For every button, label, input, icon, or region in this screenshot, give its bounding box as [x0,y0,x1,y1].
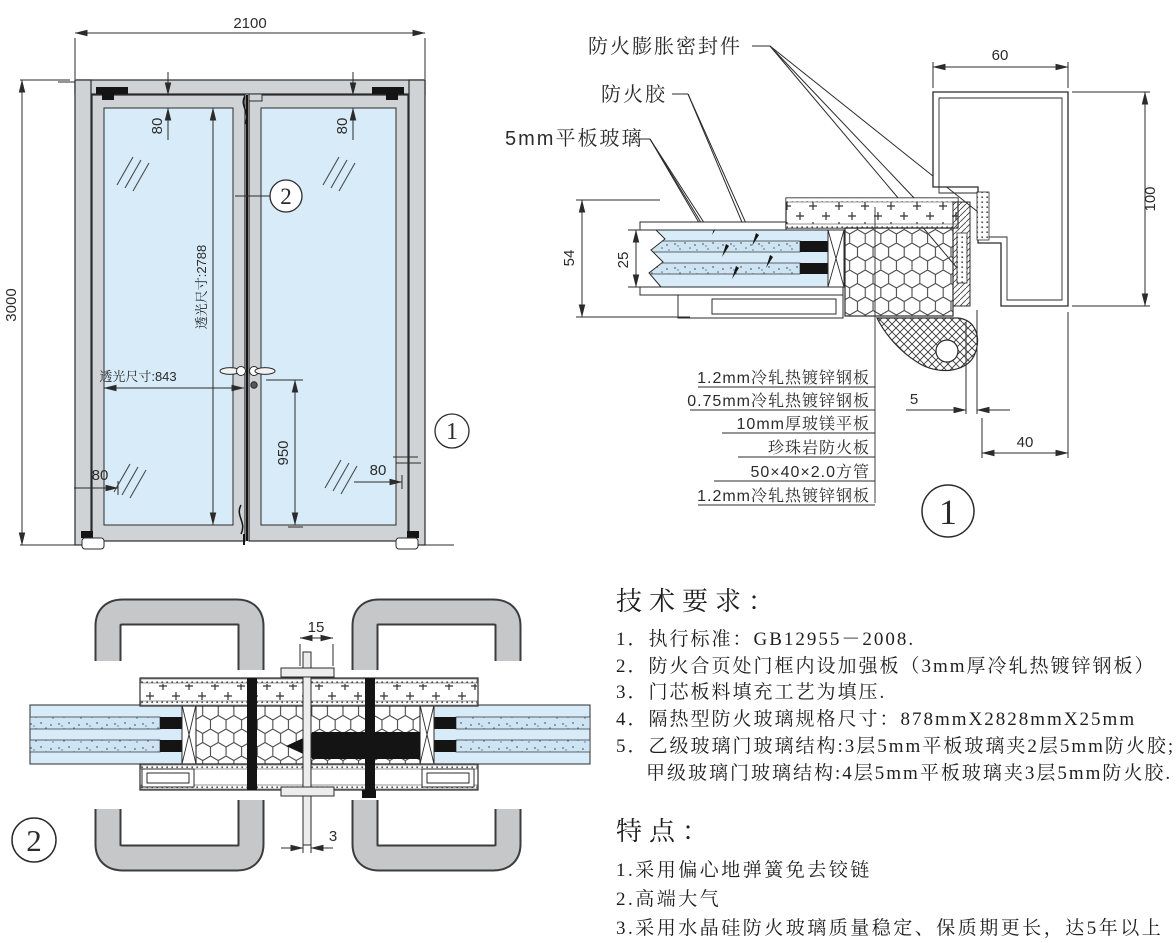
tech-item-5b: 甲级玻璃门玻璃结构:4层5mm平板玻璃夹3层5mm防火胶. [646,762,1173,784]
tech-requirements-title: 技术要求： [616,587,782,616]
pull-handle-bottom-left [108,800,251,858]
dim-door-height: 3000 [3,288,20,322]
tech-item-1: 1．执行标准：GB12955－2008. [616,629,916,650]
dim-glass-width: 透光尺寸:843 [99,369,177,384]
features-title: 特点： [616,817,716,847]
dim-astragal-overlap: 15 [307,619,325,636]
glass-left [30,705,196,764]
label-fire-glue: 防火胶 [601,84,667,106]
material-steel-1: 1.2mm冷轧热镀锌钢板 [697,370,870,387]
material-square-tube: 50×40×2.0方管 [750,464,870,481]
seal-bulb [877,318,977,371]
glass-panel-left [104,108,233,525]
keyhole-icon [251,382,257,388]
svg-text:1: 1 [446,419,458,445]
dim-rail-bottom-left: 80 [91,467,109,484]
handle-bolt-left [247,678,257,790]
material-steel-2: 0.75mm冷轧热镀锌钢板 [687,393,870,410]
feature-item-1: 1.采用偏心地弹簧免去铰链 [616,860,872,882]
pull-handle-bottom-right [365,800,508,858]
edge-spacer [800,263,828,274]
astragal-cap-bottom [281,787,334,796]
dim-handle-height: 950 [275,440,292,466]
dim-glass-thickness: 25 [615,251,632,269]
feature-item-3: 3.采用水晶硅防火玻璃质量稳定、保质期更长，达5年以上 [616,918,1164,940]
dim-rail-top-left: 80 [149,117,166,135]
glass-right [420,705,590,764]
dim-rail-top-right: 80 [334,117,351,135]
door-leaf-left [92,95,245,541]
notes-panel [616,581,1176,943]
fire-glue-layer [642,241,800,252]
detail1-title-marker [922,485,974,537]
tech-item-4: 4．隔热型防火玻璃规格尺寸：878mmX2828mmX25mm [616,709,1137,731]
dim-frame-depth: 60 [991,47,1009,64]
material-mgo-board: 10mm厚玻镁平板 [736,416,870,433]
dim-door-width: 2100 [233,15,267,32]
dim-door-thickness: 54 [561,249,578,267]
detail-marker-2 [270,180,302,212]
pull-handle-top-left [108,612,251,670]
frame-intumescent-seal [977,192,989,240]
dim-edge-gap: 5 [909,391,919,408]
astragal-cap-top [281,668,334,677]
dim-frame-face: 100 [1142,186,1159,212]
detail-marker-1 [435,414,469,448]
square-tube [712,299,836,314]
svg-text:2: 2 [280,184,292,209]
dim-glass-height: 透光尺寸:2788 [194,244,209,330]
tech-item-2: 2．防火合页处门框内设加强板（3mm厚冷轧热镀锌钢板） [616,655,1156,677]
detail-1-section [505,35,1159,537]
svg-text:1: 1 [939,492,957,532]
label-intumescent-seal: 防火膨胀密封件 [588,36,742,58]
pull-handle-top-right [365,612,508,670]
tech-item-5: 5．乙级玻璃门玻璃结构:3层5mm平板玻璃夹2层5mm防火胶; [616,735,1176,757]
dim-frame-overlap: 40 [1016,434,1034,451]
honeycomb-core [845,228,953,316]
material-perlite-board: 珍珠岩防火板 [767,440,870,457]
tech-item-3: 3．门芯板料填充工艺为填压. [616,682,887,704]
dim-leaf-gap: 3 [328,828,338,845]
material-steel-3: 1.2mm冷轧热镀锌钢板 [697,488,870,505]
svg-text:2: 2 [26,823,42,858]
edge-spacer [800,241,828,252]
label-flat-glass: 5mm平板玻璃 [505,128,644,150]
detail-2-section [12,612,590,862]
detail2-title-marker [12,818,56,862]
glass-sandwich [641,222,844,288]
dim-rail-bottom-right: 80 [369,462,387,479]
door-edge-seal [957,233,967,283]
elevation-view [3,15,469,549]
feature-item-2: 2.高端大气 [616,889,722,911]
fire-glue-layer [642,263,800,274]
